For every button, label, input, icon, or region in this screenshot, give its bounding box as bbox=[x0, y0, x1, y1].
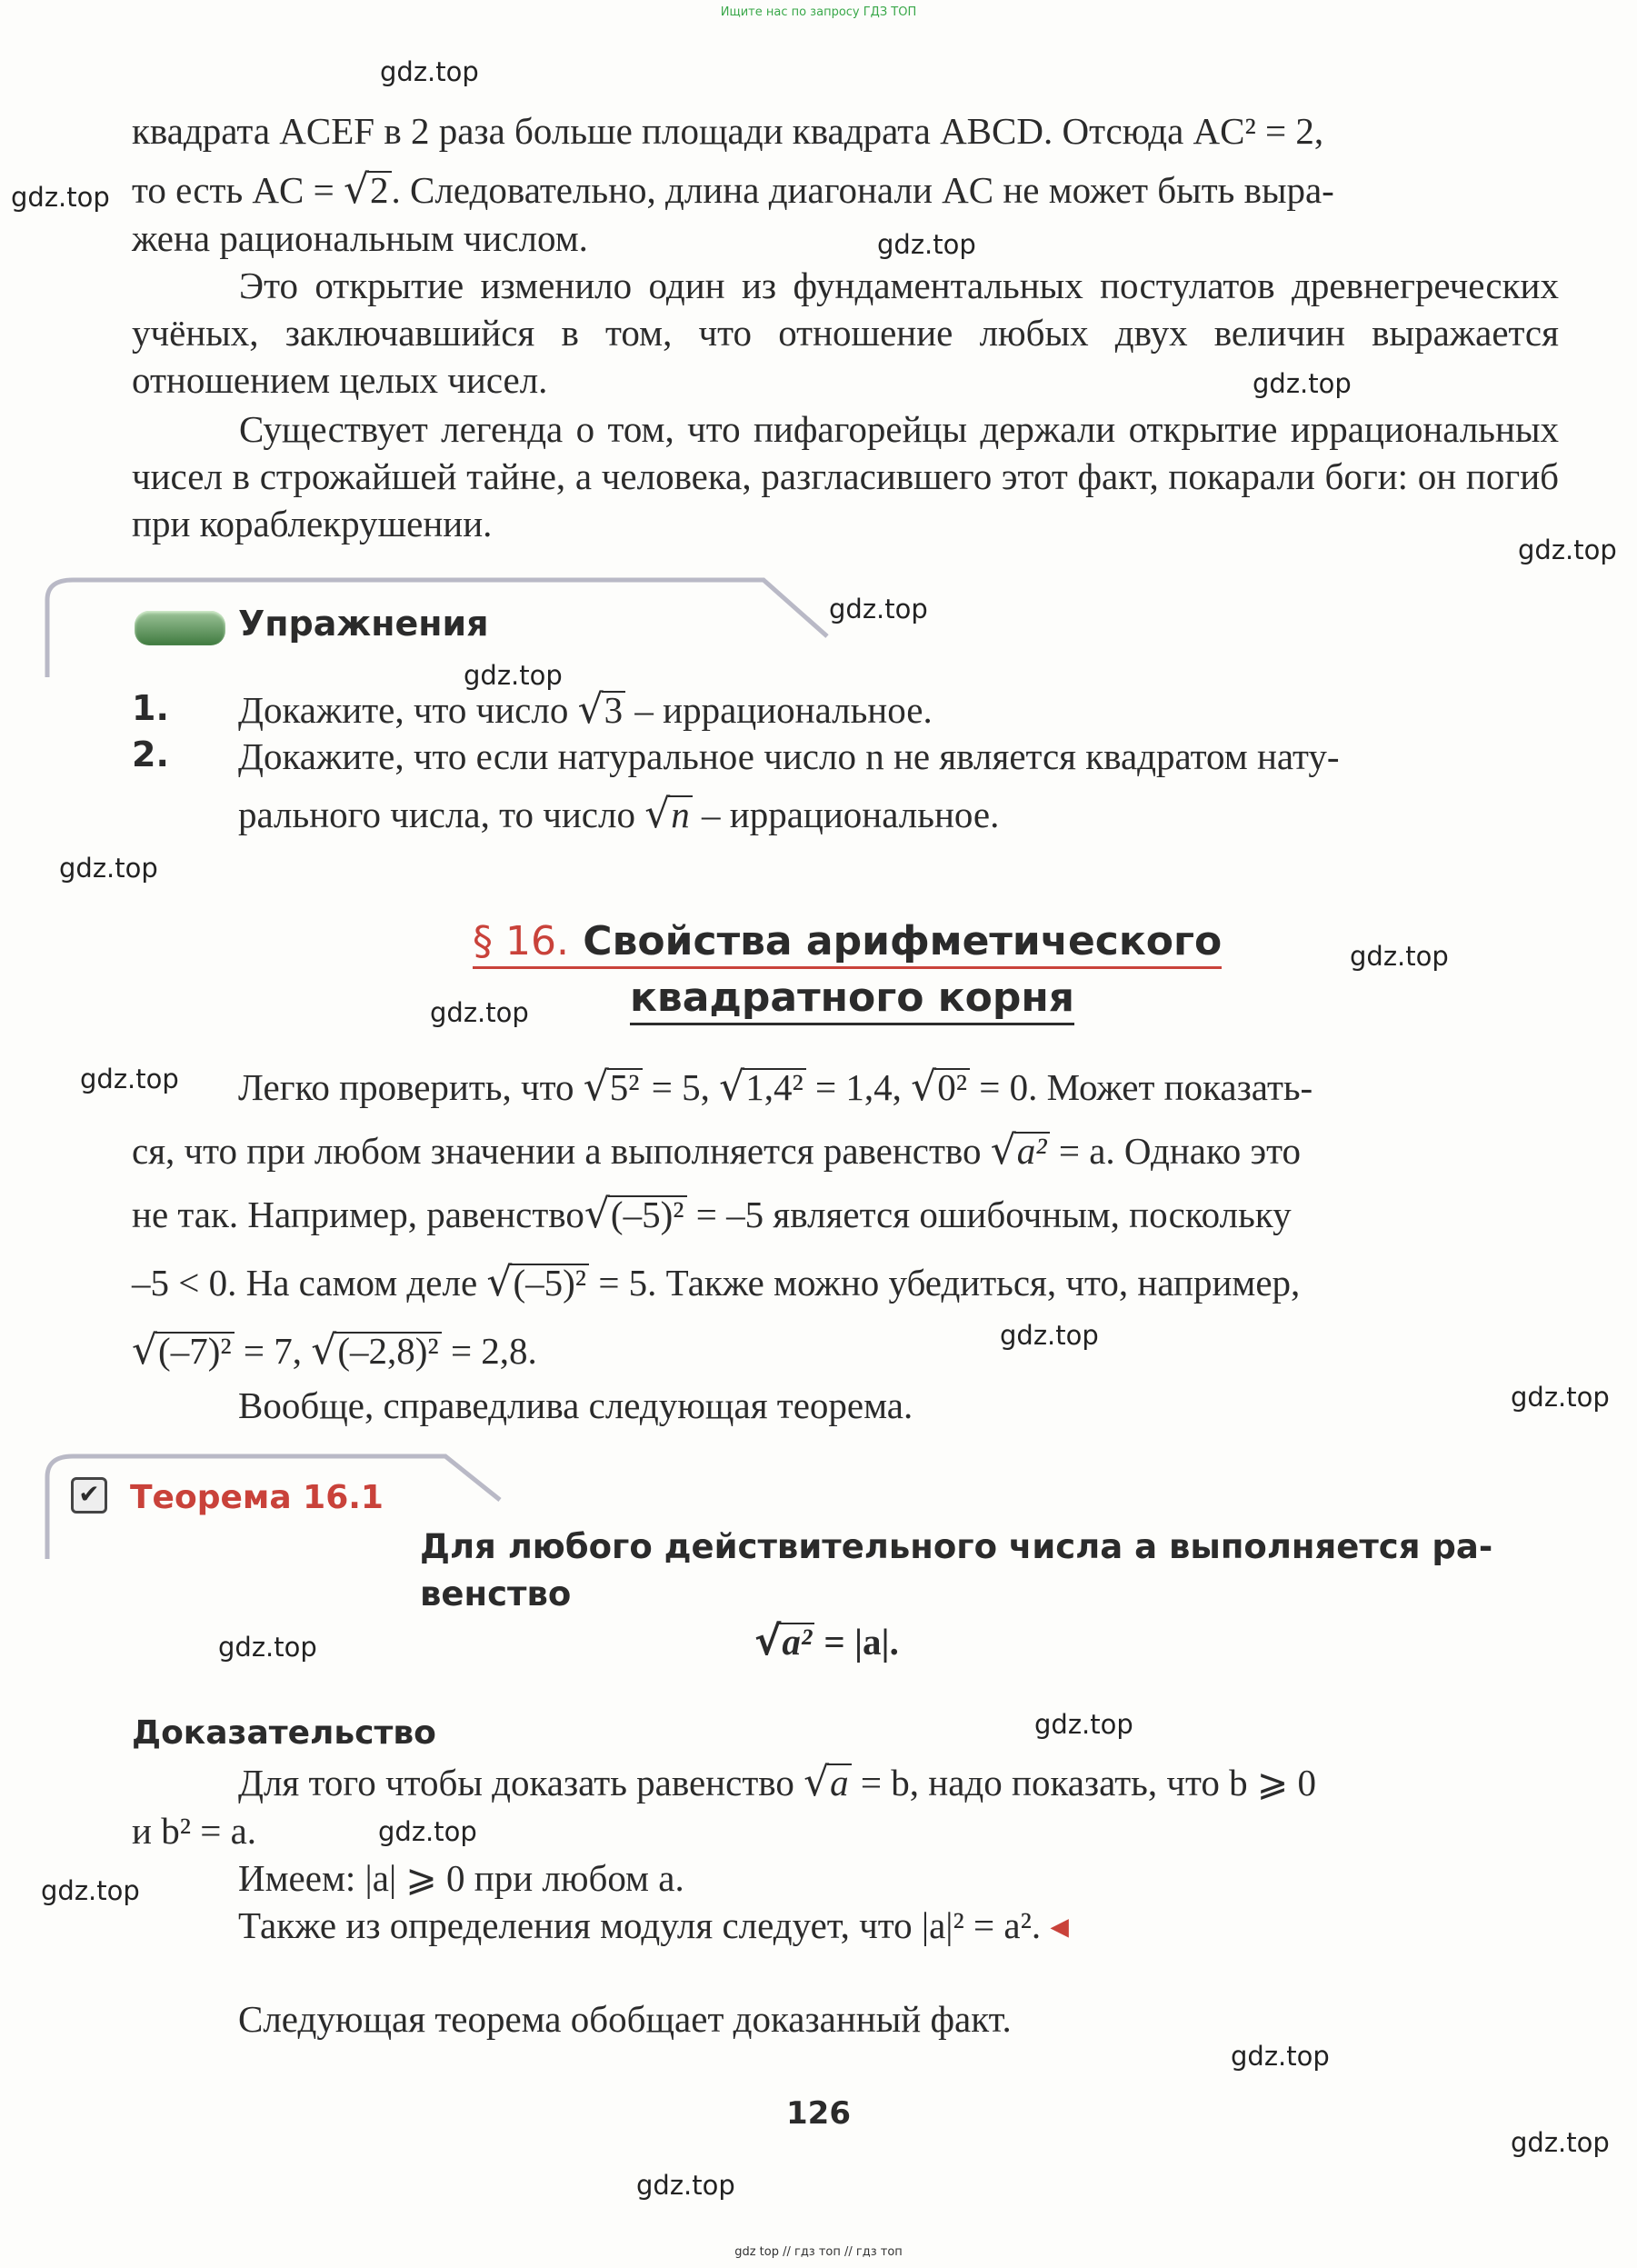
watermark: gdz.top bbox=[430, 997, 529, 1028]
watermark: gdz.top bbox=[464, 660, 563, 691]
theorem-formula: √a² = |a|. bbox=[754, 1618, 899, 1664]
section-heading-2: квадратного корня bbox=[630, 974, 1074, 1025]
proof-line-4: Также из определения модуля следует, что |a|² = a². ◂ bbox=[238, 1904, 1069, 1946]
proof-line-5: Следующая теорема обобщает доказанный факт. bbox=[238, 1998, 1012, 2040]
watermark: gdz.top bbox=[1000, 1320, 1099, 1351]
watermark: gdz.top bbox=[218, 1632, 317, 1663]
sqrt-2: 2 bbox=[367, 171, 392, 207]
body-line-5: √(–7)² = 7, √(–2,8)² = 2,8. bbox=[132, 1327, 537, 1374]
proof-line-2: и b² = a. bbox=[132, 1810, 257, 1852]
watermark: gdz.top bbox=[59, 853, 158, 884]
watermark: gdz.top bbox=[1253, 368, 1352, 399]
watermark: gdz.top bbox=[1350, 941, 1449, 972]
body-line-6: Вообще, справедлива следующая теорема. bbox=[238, 1384, 913, 1426]
watermark: gdz.top bbox=[378, 1816, 477, 1847]
top-banner: Ищите нас по запросу ГДЗ ТОП bbox=[720, 5, 917, 19]
exercise-1-number: 1. bbox=[132, 688, 169, 728]
intro-paragraph-2: Это открытие изменило один из фундаментальных постулатов древнегреческих учёных, заключавшийся в том, что отношение любых двух величин выражается отношением целых чисел. bbox=[132, 265, 1559, 401]
proof-line-1: Для того чтобы доказать равенство √a = b, надо показать, что b ⩾ 0 bbox=[238, 1759, 1316, 1805]
watermark: gdz.top bbox=[1511, 2127, 1610, 2158]
bottom-banner: gdz top // гдз топ // гдз топ bbox=[734, 2245, 903, 2259]
proof-title: Доказательство bbox=[132, 1714, 436, 1752]
watermark: gdz.top bbox=[1231, 2041, 1330, 2072]
section-title-1: Свойства арифметического bbox=[583, 918, 1223, 964]
body-line-2: ся, что при любом значении a выполняется равенство √a² = a. Однако это bbox=[132, 1127, 1302, 1174]
page-number: 126 bbox=[786, 2095, 851, 2132]
watermark: gdz.top bbox=[877, 229, 976, 260]
watermark: gdz.top bbox=[11, 182, 110, 213]
theorem-check-icon: ✔ bbox=[71, 1477, 107, 1514]
exercises-tab-icon bbox=[135, 611, 225, 645]
proof-line-3: Имеем: |a| ⩾ 0 при любом a. bbox=[238, 1857, 684, 1899]
body-line-1: Легко проверить, что √5² = 5, √1,4² = 1,4, √0² = 0. Может показать- bbox=[238, 1064, 1313, 1110]
watermark: gdz.top bbox=[80, 1064, 179, 1094]
intro-line-2: то есть AC = √2. Следовательно, длина диагонали AC не может быть выра- bbox=[132, 166, 1334, 213]
section-number: § 16. bbox=[473, 918, 569, 964]
watermark: gdz.top bbox=[1034, 1709, 1133, 1740]
proof-end-mark: ◂ bbox=[1050, 1904, 1069, 1946]
watermark: gdz.top bbox=[41, 1875, 140, 1906]
exercises-title: Упражнения bbox=[238, 604, 489, 644]
exercise-1-text: Докажите, что число √3 – иррациональное. bbox=[238, 686, 933, 733]
body-line-3: не так. Например, равенство√(–5)² = –5 является ошибочным, поскольку bbox=[132, 1191, 1292, 1237]
exercise-2-number: 2. bbox=[132, 734, 169, 774]
intro-line-1: квадрата ACEF в 2 раза больше площади квадрата ABCD. Отсюда AC² = 2, bbox=[132, 110, 1324, 152]
watermark: gdz.top bbox=[1511, 1382, 1610, 1413]
theorem-label: Теорема 16.1 bbox=[130, 1479, 384, 1516]
theorem-text-2: венство bbox=[420, 1574, 572, 1614]
watermark: gdz.top bbox=[636, 2170, 735, 2201]
intro-paragraph-3: Существует легенда о том, что пифагорейцы держали открытие иррациональных чисел в строжайшей тайне, а человека, разгласившего этот факт, покарали боги: он погиб при кораблекрушении. bbox=[132, 408, 1559, 545]
section-heading-1 bbox=[473, 918, 1222, 969]
intro-line-3: жена рациональным числом. bbox=[132, 217, 588, 259]
watermark: gdz.top bbox=[829, 594, 928, 624]
body-line-4: –5 < 0. На самом деле √(–5)² = 5. Также можно убедиться, что, например, bbox=[132, 1259, 1301, 1305]
exercise-2-text-2: рального числа, то число √n – иррациональное. bbox=[238, 791, 1000, 837]
watermark: gdz.top bbox=[380, 56, 479, 87]
theorem-text-1: Для любого действительного числа a выполняется ра- bbox=[420, 1527, 1493, 1566]
exercise-2-text-1: Докажите, что если натуральное число n не является квадратом нату- bbox=[238, 735, 1340, 777]
watermark: gdz.top bbox=[1518, 535, 1617, 565]
